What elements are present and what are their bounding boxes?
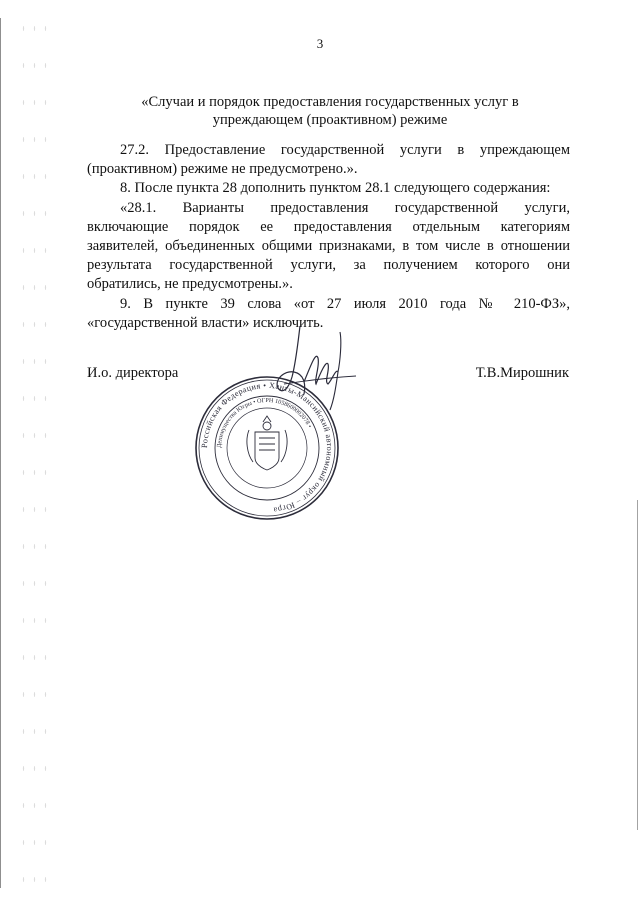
svg-text:Российская Федерация • Ханты-М: Российская Федерация • Ханты-Мансийский автономный округ – Югра <box>199 380 335 515</box>
signatory-position: И.о. директора <box>87 365 179 381</box>
paragraph-27-2-line-2: (проактивном) режиме не предусмотрено.». <box>87 161 358 178</box>
paragraph-28-1-line-3: заявителей, объединенных общими признаками, в том числе в отношении <box>87 238 570 255</box>
svg-text:Депимущества Югры • ОГРН 10586: Депимущества Югры • ОГРН 1058600002078 • <box>215 396 314 449</box>
paragraph-28-1-line-2: включающие порядок ее предоставления отдельным категориям <box>87 218 570 235</box>
paragraph-28-1-line-4: результата государственной услуги, за получением которого они <box>87 257 570 274</box>
section-title <box>90 93 570 129</box>
section-title-line-1: «Случаи и порядок предоставления государственных услуг в <box>141 94 519 110</box>
scan-noise <box>18 10 48 900</box>
official-seal <box>193 374 341 522</box>
scan-edge-left <box>0 18 5 888</box>
paragraph-28-1-line-5: обратились, не предусмотрены.». <box>87 276 293 293</box>
paragraph-28-1-line-1: «28.1. Варианты предоставления государственной услуги, <box>120 199 570 216</box>
page-number: 3 <box>316 36 324 51</box>
section-title-line-2: упреждающем (проактивном) режиме <box>212 112 448 128</box>
signatory-name: Т.В.Мирошник <box>475 365 569 381</box>
scan-edge-right <box>635 500 638 830</box>
paragraph-item-9-line-1: 9. В пункте 39 слова «от 27 июля 2010 года № 210-ФЗ», <box>120 295 570 312</box>
paragraph-item-8: 8. После пункта 28 дополнить пунктом 28.1 следующего содержания: <box>120 180 551 197</box>
document-body <box>87 141 570 333</box>
paragraph-item-9-line-2: «государственной власти» исключить. <box>87 314 324 331</box>
paragraph-27-2-line-1: 27.2. Предоставление государственной услуги в упреждающем <box>120 142 570 158</box>
